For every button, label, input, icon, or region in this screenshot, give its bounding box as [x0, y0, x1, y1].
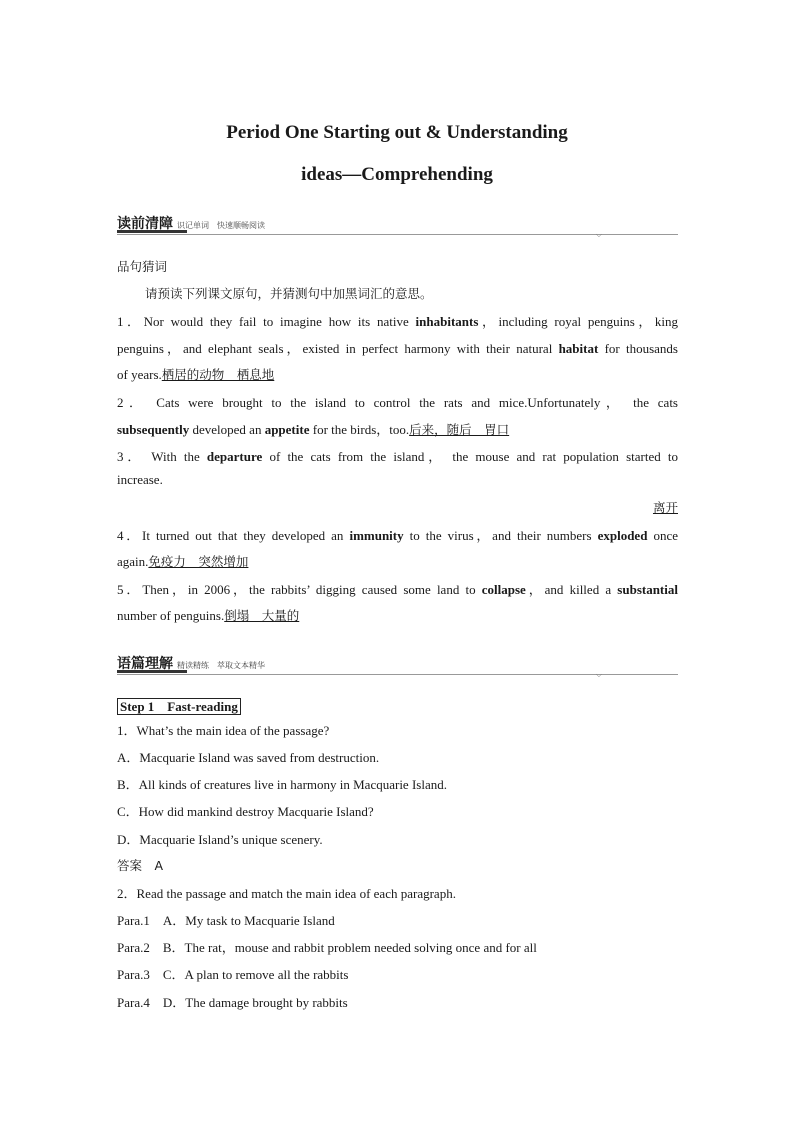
answer-3: 离开: [652, 500, 678, 515]
keyword-immunity: immunity: [349, 528, 404, 543]
item-3-line-2: increase.: [117, 472, 163, 487]
step-label-line: [117, 696, 678, 715]
section-header-pre-reading: [117, 213, 678, 239]
match-para: Para.2: [117, 940, 150, 955]
answer-q1: 答案 A: [117, 858, 164, 873]
match-row: [117, 992, 678, 1011]
keyword-inhabitants: inhabitants: [415, 314, 479, 329]
item-1-line-1: 1．Nor would they fail to imagine how its native inhabitants，including royal penguins，king: [117, 314, 679, 329]
match-row: [117, 937, 678, 956]
match-row: [117, 964, 678, 983]
match-text: C．A plan to remove all the rabbits: [162, 967, 349, 982]
match-text: B．The rat，mouse and rabbit problem needed solving once and for all: [162, 940, 537, 955]
answer-2: 后来，随后 胃口: [409, 422, 510, 437]
page-title-line-1: Period One Starting out & Understanding: [226, 122, 568, 143]
option-b: B．All kinds of creatures live in harmony in Macquarie Island.: [117, 777, 447, 792]
keyword-exploded: exploded: [597, 528, 648, 543]
item-5-line-2: number of penguins.倒塌 大量的: [117, 608, 300, 623]
match-row: [117, 910, 678, 929]
item-5-line-1: 5．Then，in 2006，the rabbits’ digging caused some land to collapse，and killed a substantial: [117, 582, 678, 597]
item-2-line-2: subsequently developed an appetite for the birds，too.后来，随后 胃口: [117, 422, 510, 437]
section-subheading: 精读精练 萃取文本精华: [177, 661, 265, 670]
question-2: 2．Read the passage and match the main idea of each paragraph.: [117, 886, 456, 901]
section-heading: 语篇理解: [117, 656, 173, 672]
keyword-appetite: appetite: [264, 422, 310, 437]
exercise-instruction: 请预读下列课文原句，并猜测句中加黑词汇的意思。: [145, 286, 433, 301]
item-1-line-2: penguins，and elephant seals，existed in perfect harmony with their natural habitat for thousands: [117, 341, 678, 356]
keyword-departure: departure: [206, 449, 263, 464]
option-d: D．Macquarie Island’s unique scenery.: [117, 832, 323, 847]
item-2-line-1: 2． Cats were brought to the island to control the rats and mice.Unfortunately， the cats: [117, 395, 678, 410]
keyword-subsequently: subsequently: [117, 422, 190, 437]
item-4-line-2: again.免疫力 突然增加: [117, 554, 249, 569]
exercise-label: 品句猜词: [117, 259, 168, 274]
match-para: Para.4: [117, 995, 150, 1010]
heading-underline: [117, 230, 187, 233]
page-title-line-2: ideas—Comprehending: [301, 164, 493, 185]
section-heading: 读前清障: [117, 216, 173, 232]
match-para: Para.1: [117, 913, 150, 928]
divider-notch: ⌵: [595, 230, 602, 239]
match-para: Para.3: [117, 967, 150, 982]
answer-1: 栖居的动物 栖息地: [161, 367, 275, 382]
heading-underline: [117, 670, 187, 673]
match-text: A．My task to Macquarie Island: [162, 913, 335, 928]
answer-4: 免疫力 突然增加: [148, 554, 249, 569]
answer-5: 倒塌 大量的: [224, 608, 300, 623]
option-a: A．Macquarie Island was saved from destruction.: [117, 750, 380, 765]
step-1-label: Step 1 Fast-reading: [117, 698, 241, 715]
keyword-habitat: habitat: [558, 341, 599, 356]
option-c: C．How did mankind destroy Macquarie Island?: [117, 804, 374, 819]
section-subheading: 识记单词 快速顺畅阅读: [177, 221, 265, 230]
keyword-substantial: substantial: [617, 582, 678, 597]
divider: [117, 234, 678, 235]
divider-notch: ⌵: [595, 670, 602, 679]
question-1: 1．What’s the main idea of the passage?: [117, 723, 330, 738]
keyword-collapse: collapse: [481, 582, 526, 597]
match-text: D．The damage brought by rabbits: [162, 995, 348, 1010]
item-3-line-1: 3． With the departure of the cats from the island， the mouse and rat population started to: [117, 449, 678, 464]
item-3-answer-line: [117, 498, 678, 516]
divider: [117, 674, 678, 675]
item-4-line-1: 4．It turned out that they developed an immunity to the virus，and their numbers exploded once: [117, 528, 678, 543]
item-1-line-3: of years.栖居的动物 栖息地: [117, 367, 275, 382]
section-header-comprehension: [117, 653, 678, 679]
